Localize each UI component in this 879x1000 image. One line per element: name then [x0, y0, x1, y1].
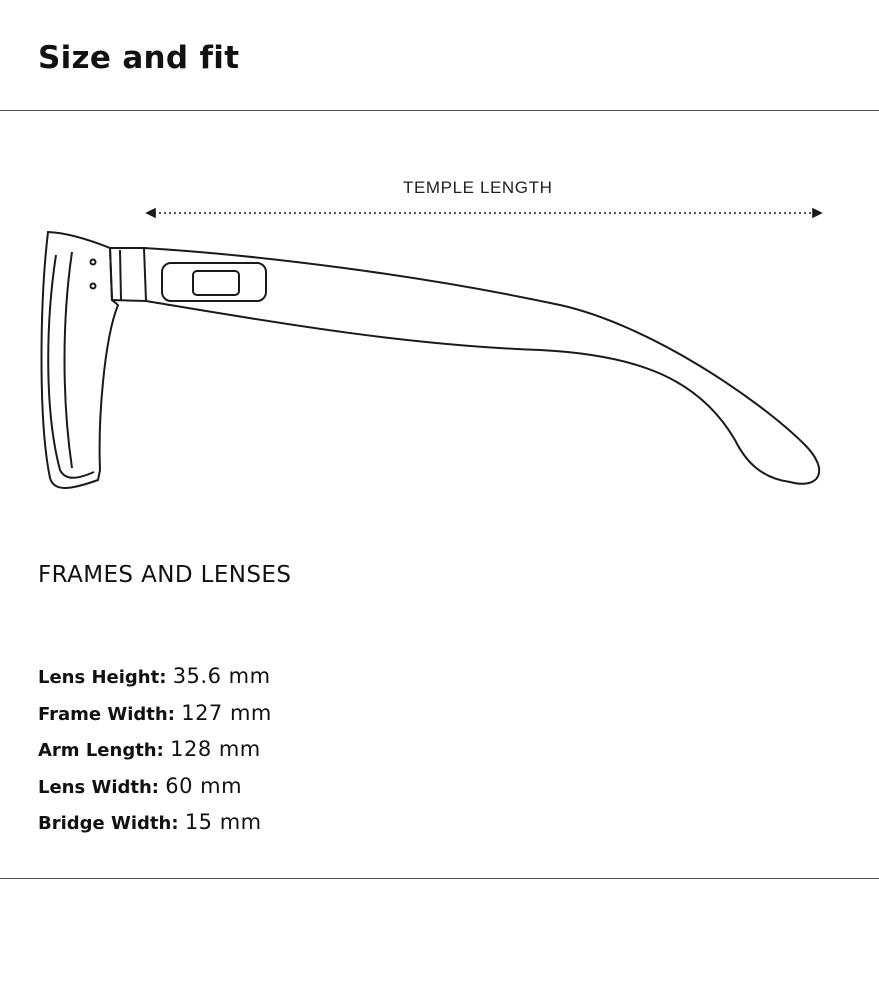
spec-bridge-width [38, 810, 272, 847]
hinge-rivet [91, 284, 96, 289]
spec-frame-width [38, 701, 272, 738]
bottom-divider [0, 878, 879, 879]
temple-length-arrow [147, 209, 821, 217]
spec-value: 15 mm [184, 810, 262, 834]
hinge-rivet [91, 260, 96, 265]
page-title: Size and fit [38, 40, 240, 76]
spec-lens-width [38, 774, 272, 811]
spec-lens-height [38, 664, 272, 701]
spec-value: 60 mm [165, 773, 243, 798]
temple-arm [144, 248, 819, 484]
hinge-block [110, 248, 146, 301]
spec-label: Lens Height: [38, 667, 173, 688]
temple-length-label: TEMPLE LENGTH [403, 178, 553, 197]
spec-value: 128 mm [170, 737, 261, 761]
lens-edge [48, 255, 94, 478]
spec-value: 35.6 mm [172, 664, 271, 688]
frames-lenses-heading: FRAMES AND LENSES [38, 562, 292, 588]
spec-label: Frame Width: [38, 703, 182, 725]
spec-value: 127 mm [181, 700, 272, 725]
spec-label: Arm Length: [38, 740, 171, 761]
spec-label: Lens Width: [38, 776, 166, 798]
sunglasses-side-view-icon [0, 160, 879, 510]
spec-list [38, 664, 272, 847]
spec-label: Bridge Width: [38, 813, 185, 834]
top-divider [0, 110, 879, 111]
spec-arm-length [38, 737, 272, 774]
logo-icon [193, 271, 239, 295]
